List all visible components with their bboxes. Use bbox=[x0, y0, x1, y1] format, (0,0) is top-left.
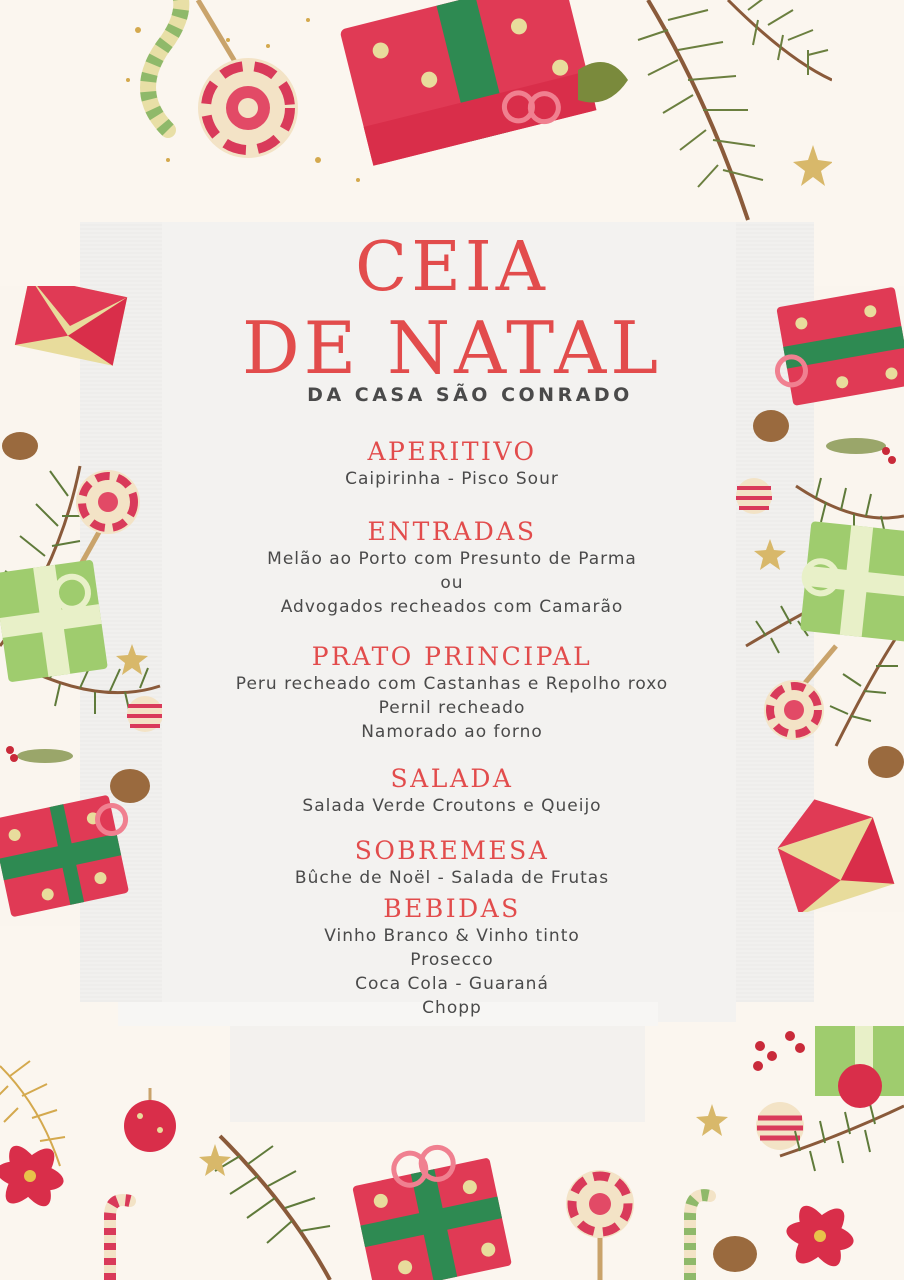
section-heading: BEBIDAS bbox=[383, 894, 521, 923]
holly-berries-icon bbox=[753, 1031, 805, 1071]
top-decorations bbox=[108, 0, 832, 222]
menu-item: Prosecco bbox=[410, 950, 494, 970]
section-heading: PRATO PRINCIPAL bbox=[311, 642, 593, 671]
gift-box-icon bbox=[339, 0, 596, 166]
menu-title-line1: CEIA bbox=[355, 228, 549, 307]
section-heading: SOBREMESA bbox=[354, 836, 550, 865]
menu-item: Advogados recheados com Camarão bbox=[280, 597, 624, 617]
menu-item: Peru recheado com Castanhas e Repolho roxo bbox=[235, 674, 669, 694]
star-icon bbox=[199, 1144, 231, 1176]
menu-item: ou bbox=[440, 573, 464, 593]
lollipop-icon bbox=[198, 0, 298, 158]
star-icon bbox=[793, 145, 832, 186]
candy-cane-icon bbox=[148, 0, 181, 130]
menu-item: Coca Cola - Guaraná bbox=[355, 974, 549, 994]
section-aperitivo bbox=[0, 437, 904, 491]
star-icon bbox=[696, 1104, 728, 1136]
section-heading: SALADA bbox=[390, 764, 514, 793]
menu-item: Vinho Branco & Vinho tinto bbox=[324, 926, 580, 946]
section-sobremesa bbox=[0, 836, 904, 890]
menu-item: Salada Verde Croutons e Queijo bbox=[302, 796, 602, 816]
bottom-decorations bbox=[0, 1026, 904, 1280]
menu-item: Namorado ao forno bbox=[361, 722, 543, 742]
holly-leaf-icon bbox=[578, 62, 628, 103]
lollipop-icon bbox=[566, 1170, 634, 1280]
menu-item: Pernil recheado bbox=[378, 698, 526, 718]
section-salada bbox=[0, 764, 904, 818]
gift-box-icon bbox=[348, 1137, 512, 1280]
section-heading: ENTRADAS bbox=[367, 517, 537, 546]
menu-subtitle: DA CASA SÃO CONRADO bbox=[307, 384, 633, 406]
menu-item: Caipirinha - Pisco Sour bbox=[345, 469, 559, 489]
pinecone-icon bbox=[713, 1236, 757, 1272]
menu-title-line2: DE NATAL bbox=[241, 306, 663, 390]
section-heading: APERITIVO bbox=[367, 437, 537, 466]
gift-box-icon bbox=[815, 1026, 904, 1108]
menu-item: Bûche de Noël - Salada de Frutas bbox=[294, 868, 610, 888]
section-entradas bbox=[0, 517, 904, 619]
gold-branch-icon bbox=[0, 1061, 65, 1166]
pine-branch-icon bbox=[638, 0, 832, 220]
section-bebidas bbox=[0, 894, 904, 1020]
menu-item: Melão ao Porto com Presunto de Parma bbox=[267, 549, 637, 569]
section-prato-principal bbox=[0, 642, 904, 744]
menu-item: Chopp bbox=[422, 998, 482, 1018]
holly-berries-icon bbox=[6, 746, 73, 763]
